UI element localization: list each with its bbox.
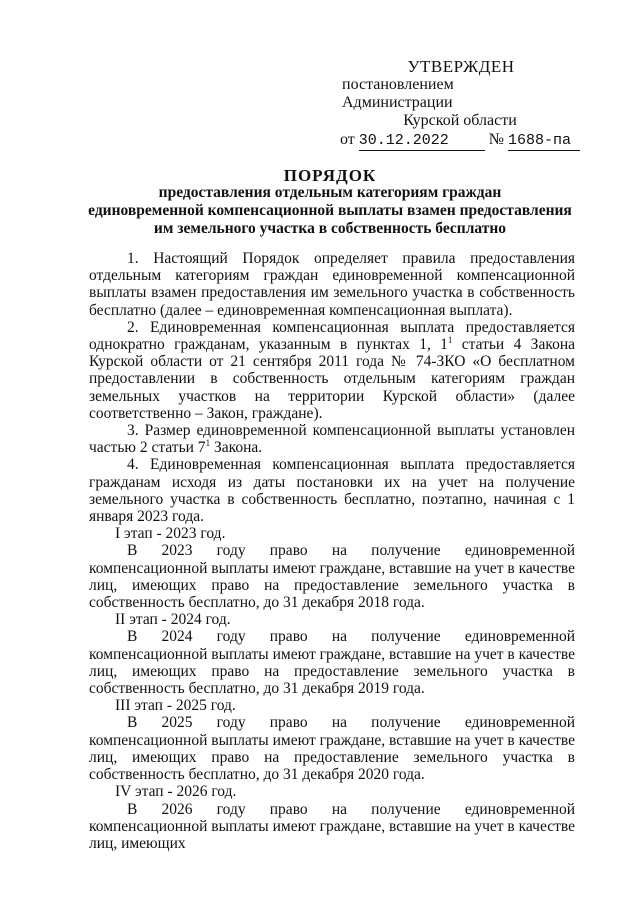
date-prefix: от xyxy=(340,131,355,148)
stage-4-text: В 2026 году право на получение единовременной компенсационной выплаты имеют граждане, вставшие на учет в качестве лиц, имеющих xyxy=(89,800,575,852)
document-body xyxy=(89,250,575,852)
approval-region: Курской области xyxy=(403,112,517,129)
paragraph-2-part-b: статьи 4 Закона Курской области от 21 сентября 2011 года № 74-ЗКО «О бесплатном предоставлении в собственность отдельным категориям граждан земельных участков на территории Курской области» (далее соответственно – Закон, граждане). xyxy=(89,336,575,422)
stage-3-heading: III этап - 2025 год. xyxy=(115,697,236,715)
stage-1-heading: I этап - 2023 год. xyxy=(115,525,226,543)
stage-2-text: В 2024 году право на получение единовременной компенсационной выплаты имеют граждане, вставшие на учет в качестве лиц, имеющих право на предоставление земельного участка в собственность бесплатно, до 31 декабря 2019 года. xyxy=(89,628,575,698)
paragraph-2-part-a: 2. Единовременная компенсационная выплата предоставляется однократно гражданам, указанным в пунктах 1, 1 xyxy=(89,318,575,354)
paragraph-3-superscript: 1 xyxy=(205,438,211,449)
approval-date: 30.12.2022 xyxy=(359,132,485,151)
paragraph-3 xyxy=(89,422,575,456)
paragraph-2 xyxy=(89,319,575,422)
document-title: ПОРЯДОК xyxy=(283,166,377,185)
paragraph-3-part-b: Закона. xyxy=(210,439,263,457)
approval-issuer: постановлением Администрации xyxy=(342,76,454,111)
document-subtitle xyxy=(80,184,580,238)
subtitle-line-2: единовременной компенсационной выплаты взамен предоставления xyxy=(88,202,572,219)
paragraph-4: 4. Единовременная компенсационная выплата предоставляется гражданам исходя из даты постановки их на учет на получение земельного участка в собственность бесплатно, поэтапно, начиная с 1 января 2023 года. xyxy=(89,456,575,526)
paragraph-2-superscript: 1 xyxy=(447,334,453,345)
subtitle-line-1: предоставления отдельным категориям граждан xyxy=(158,184,502,201)
paragraph-3-part-a: 3. Размер единовременной компенсационной выплаты установлен частью 2 статьи 7 xyxy=(89,422,575,457)
stage-2-heading: II этап - 2024 год. xyxy=(115,611,231,629)
approval-number: 1688-па xyxy=(508,132,580,151)
stage-4-heading: IV этап - 2026 год. xyxy=(115,783,237,801)
number-prefix: № xyxy=(488,131,505,148)
approval-stamp xyxy=(340,57,572,151)
stage-3-text: В 2025 году право на получение единовременной компенсационной выплаты имеют граждане, вставшие на учет в качестве лиц, имеющих право на предоставление земельного участка в собственность бесплатно, до 31 декабря 2020 года. xyxy=(89,714,575,784)
paragraph-1: 1. Настоящий Порядок определяет правила предоставления отдельным категориям граждан единовременной компенсационной выплаты взамен предоставления им земельного участка в собственность бесплатно (далее – единовременная компенсационная выплата). xyxy=(89,250,575,319)
subtitle-line-3: им земельного участка в собственность бесплатно xyxy=(153,220,507,237)
stage-1-text: В 2023 году право на получение единовременной компенсационной выплаты имеют граждане, вставшие на учет в качестве лиц, имеющих право на предоставление земельного участка в собственность бесплатно, до 31 декабря 2018 года. xyxy=(89,542,575,612)
approval-title: УТВЕРЖДЕН xyxy=(407,57,515,76)
approval-date-number xyxy=(340,131,572,151)
